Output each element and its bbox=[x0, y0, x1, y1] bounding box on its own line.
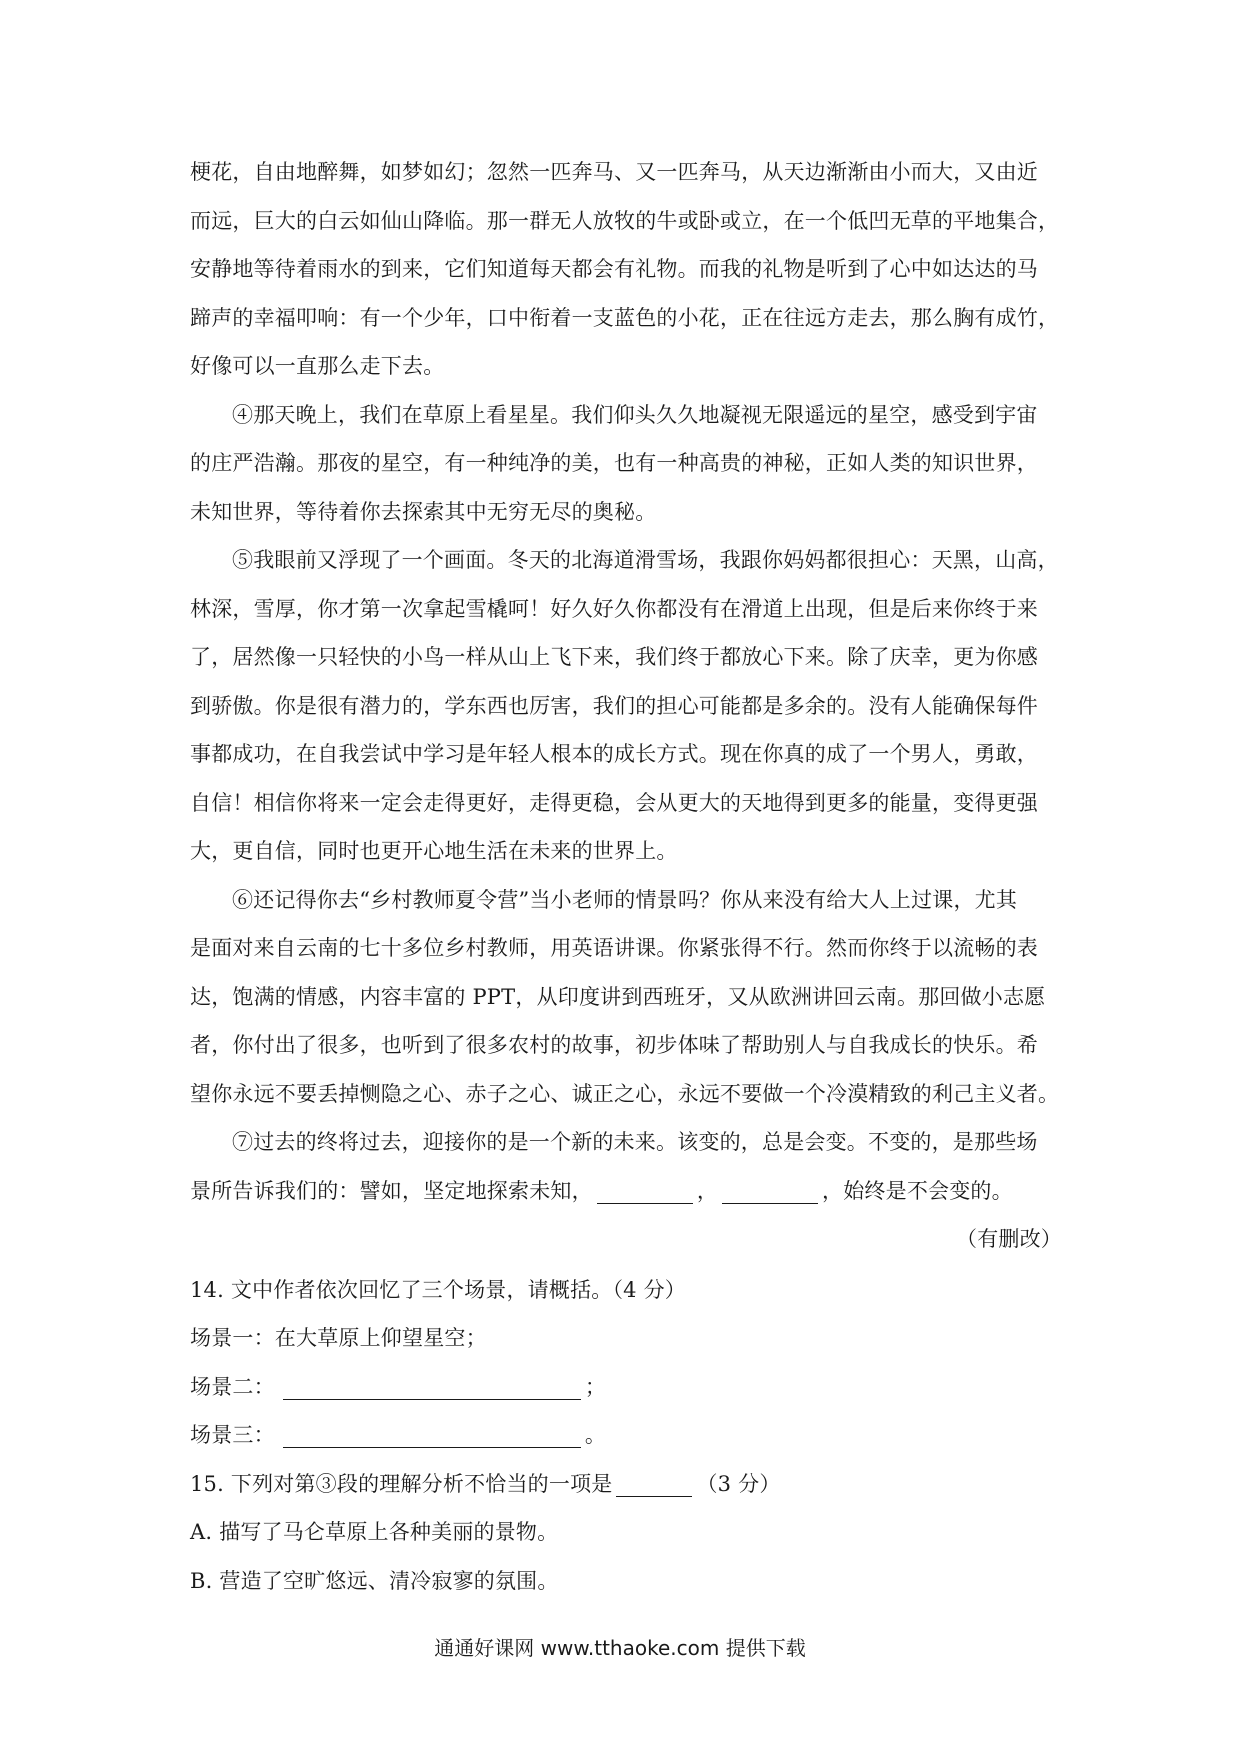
scene-1: 场景一：在大草原上仰望星空； bbox=[190, 1326, 487, 1350]
scene-2-end: ； bbox=[584, 1374, 607, 1399]
source-note: （有删改） bbox=[956, 1227, 1062, 1251]
paragraph-4-start: ④那天晚上，我们在草原上看星星。我们仰头久久地凝视无限遥远的星空，感受到宇宙 bbox=[232, 402, 1038, 427]
passage-line: 未知世界，等待着你去探索其中无穷无尽的奥秘。 bbox=[190, 499, 657, 524]
paragraph-5-start: ⑤我眼前又浮现了一个画面。冬天的北海道滑雪场，我跟你妈妈都很担心：天黑，山高， bbox=[232, 548, 1059, 572]
passage bbox=[190, 148, 1062, 1264]
passage-line: 是面对来自云南的七十多位乡村教师，用英语讲课。你紧张得不行。然而你终于以流畅的表 bbox=[190, 936, 1038, 960]
passage-line: 好像可以一直那么走下去。 bbox=[190, 354, 445, 378]
passage-last-line bbox=[190, 1167, 1062, 1216]
passage-line: 的庄严浩瀚。那夜的星空，有一种纯净的美，也有一种高贵的神秘，正如人类的知识世界， bbox=[190, 451, 1038, 475]
question-15 bbox=[190, 1460, 1062, 1606]
passage-line: 梗花，自由地醉舞，如梦如幻；忽然一匹奔马、又一匹奔马，从天边渐渐由小而大，又由近 bbox=[190, 160, 1038, 184]
scene-2-label: 场景二： bbox=[190, 1374, 275, 1399]
exam-page bbox=[190, 148, 1062, 1605]
scene-3-label: 场景三： bbox=[190, 1423, 275, 1447]
fill-blank-2[interactable] bbox=[722, 1181, 818, 1204]
question-15-answer-blank[interactable] bbox=[616, 1474, 692, 1497]
paragraph-6-start: ⑥还记得你去“乡村教师夏令营”当小老师的情景吗？你从来没有给大人上过课，尤其 bbox=[232, 887, 1018, 912]
question-14 bbox=[190, 1266, 1062, 1460]
passage-line: 者，你付出了很多，也听到了很多农村的故事，初步体味了帮助别人与自我成长的快乐。希 bbox=[190, 1033, 1038, 1057]
last-line-comma: ， bbox=[696, 1178, 719, 1203]
question-15-stem-prefix: 15. 下列对第③段的理解分析不恰当的一项是 bbox=[190, 1471, 613, 1496]
scene-3-answer-blank[interactable] bbox=[283, 1425, 581, 1448]
passage-line: 了，居然像一只轻快的小鸟一样从山上飞下来，我们终于都放心下来。除了庆幸，更为你感 bbox=[190, 645, 1038, 669]
passage-line: 事都成功，在自我尝试中学习是年轻人根本的成长方式。现在你真的成了一个男人，勇敢， bbox=[190, 742, 1038, 766]
passage-line: 林深，雪厚，你才第一次拿起雪橇呵！好久好久你都没有在滑道上出现，但是后来你终于来 bbox=[190, 596, 1038, 621]
scene-3-end: 。 bbox=[584, 1423, 607, 1447]
passage-line: 望你永远不要丢掉恻隐之心、赤子之心、诚正之心，永远不要做一个冷漠精致的利己主义者。 bbox=[190, 1081, 1060, 1106]
question-15-stem bbox=[190, 1460, 1062, 1509]
passage-line: 自信！相信你将来一定会走得更好，走得更稳，会从更大的天地得到更多的能量，变得更强 bbox=[190, 790, 1038, 815]
passage-line: 大，更自信，同时也更开心地生活在未来的世界上。 bbox=[190, 839, 678, 863]
passage-line: 到骄傲。你是很有潜力的，学东西也厉害，我们的担心可能都是多余的。没有人能确保每件 bbox=[190, 693, 1038, 718]
fill-blank-1[interactable] bbox=[597, 1181, 693, 1204]
last-line-suffix: ，始终是不会变的。 bbox=[822, 1178, 1013, 1203]
footer-download-note: 通通好课网 www.tthaoke.com 提供下载 bbox=[434, 1636, 806, 1660]
option-b: B. 营造了空旷悠远、清冷寂寥的氛围。 bbox=[190, 1568, 559, 1593]
passage-line: 达，饱满的情感，内容丰富的 PPT，从印度讲到西班牙，又从欧洲讲回云南。那回做小志愿 bbox=[190, 984, 1046, 1009]
passage-line: 而远，巨大的白云如仙山降临。那一群无人放牧的牛或卧或立，在一个低凹无草的平地集合， bbox=[190, 208, 1060, 233]
scene-3 bbox=[190, 1411, 1062, 1460]
option-a: A. 描写了马仑草原上各种美丽的景物。 bbox=[190, 1520, 559, 1544]
scene-2-answer-blank[interactable] bbox=[283, 1377, 581, 1400]
question-15-stem-suffix: （3 分） bbox=[696, 1471, 781, 1496]
passage-line: 蹄声的幸福叩响：有一个少年，口中衔着一支蓝色的小花，正在往远方走去，那么胸有成竹， bbox=[190, 305, 1060, 330]
question-14-stem: 14. 文中作者依次回忆了三个场景，请概括。（4 分） bbox=[190, 1277, 687, 1302]
scene-2 bbox=[190, 1363, 1062, 1412]
paragraph-7-start: ⑦过去的终将过去，迎接你的是一个新的未来。该变的，总是会变。不变的，是那些场 bbox=[232, 1130, 1038, 1154]
last-line-prefix: 景所告诉我们的：譬如，坚定地探索未知， bbox=[190, 1178, 593, 1203]
passage-line: 安静地等待着雨水的到来，它们知道每天都会有礼物。而我的礼物是听到了心中如达达的马 bbox=[190, 257, 1038, 281]
